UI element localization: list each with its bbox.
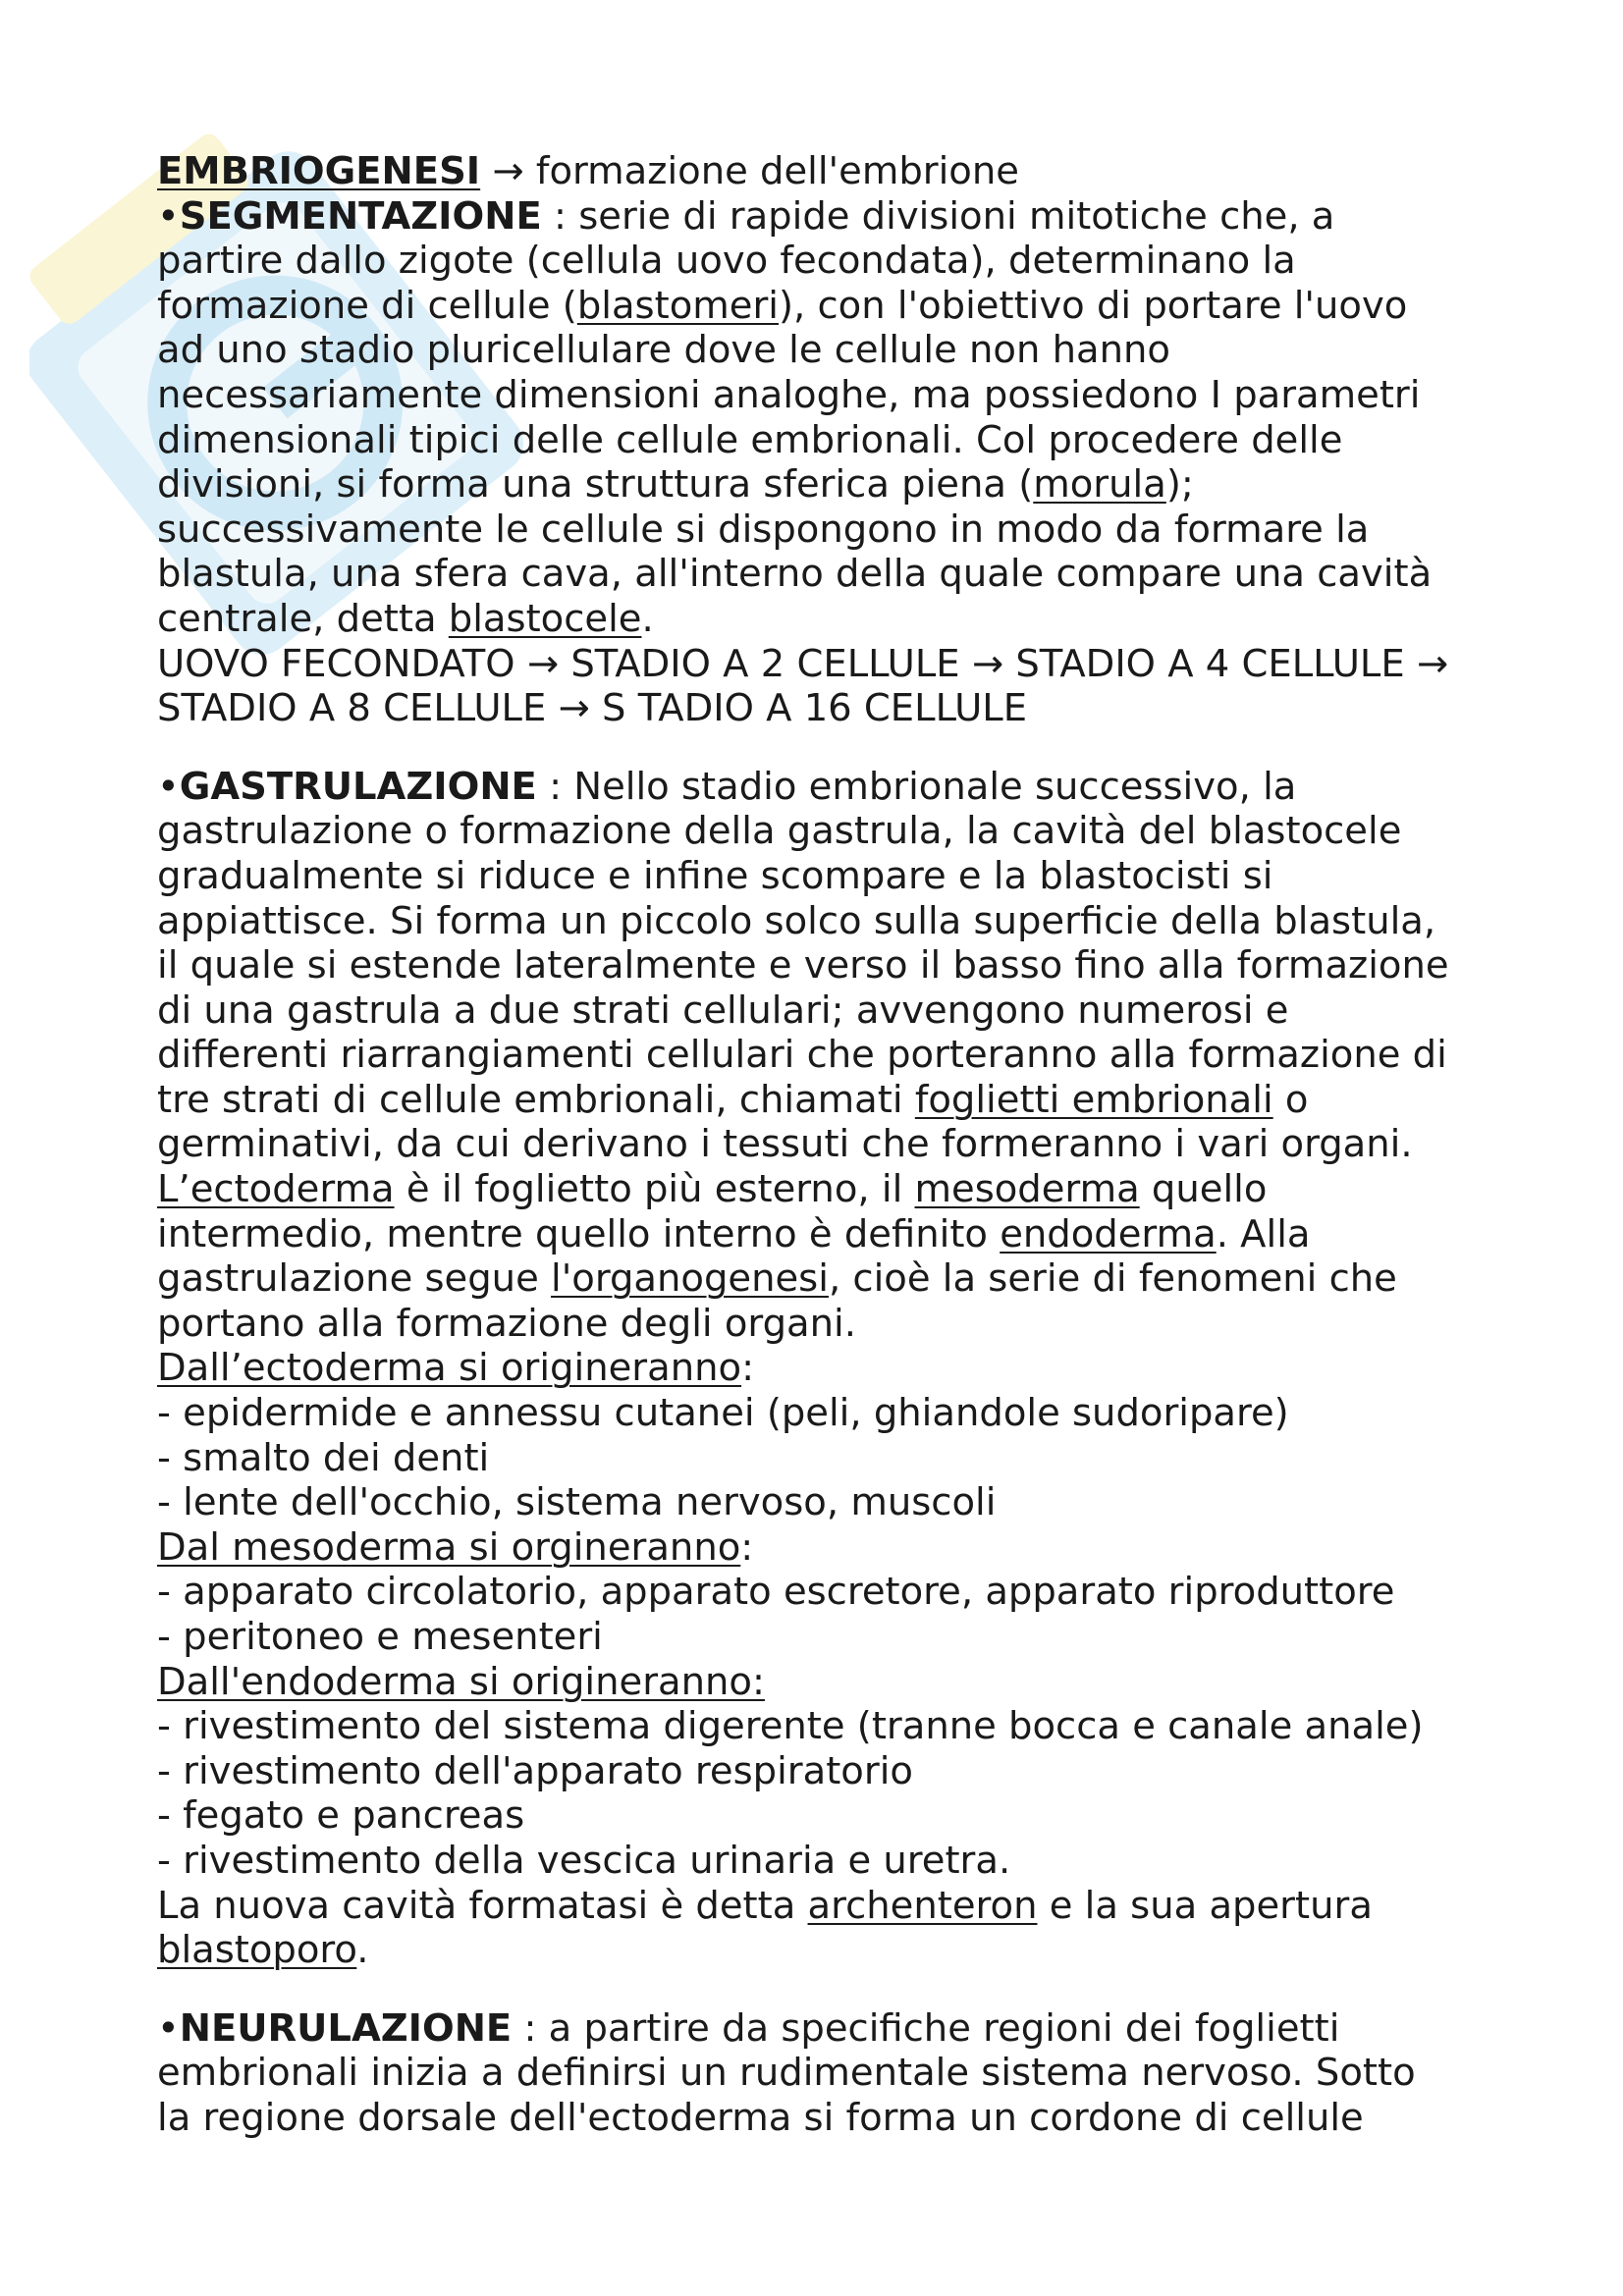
heading-title: EMBRIOGENESI [157,149,481,193]
term-blastocele: blastocele [448,596,642,641]
list-item: - fegato e pancreas [157,1793,525,1839]
section-title-segmentazione: SEGMENTAZIONE [179,193,542,239]
term-mesoderma: mesoderma [914,1167,1140,1212]
term-ectoderma: L’ectoderma [157,1167,395,1212]
section-neurulazione: •NEURULAZIONE : a partire da specifiche regioni dei foglietti embrionali inizia a definirsi un rudimentale sistema nervoso. Sotto la regione dorsale dell'ectoderma si forma un cordone di cellule [157,2005,1416,2140]
list-item: - rivestimento della vescica urinaria e uretra. [157,1838,1011,1883]
term-archenteron: archenteron [807,1883,1038,1928]
section-title-gastrulazione: GASTRULAZIONE [179,764,537,809]
stages-line: STADIO A 8 CELLULE → S TADIO A 16 CELLULE [157,686,1028,731]
list-item: - smalto dei denti [157,1435,490,1480]
list-item: - apparato circolatorio, apparato escretore, apparato riproduttore [157,1570,1395,1615]
term-blastoporo: blastoporo [157,1928,357,1973]
term-organogenesi: l'organogenesi [551,1256,829,1302]
list-item: - rivestimento dell'apparato respiratorio [157,1748,913,1793]
document-heading [157,149,1492,194]
list-heading-ectoderma: Dall’ectoderma si origineranno: [157,1346,755,1391]
term-endoderma: endoderma [1000,1211,1217,1256]
list-heading-mesoderma: Dal mesoderma si orgineranno: [157,1524,754,1570]
bullet: • [157,193,180,239]
bullet: • [157,764,180,809]
term-blastomeri: blastomeri [576,283,779,328]
document-body [157,149,1492,2141]
section-gastrulazione: •GASTRULAZIONE : Nello stadio embrionale successivo, la gastrulazione o formazione della gastrula, la cavità del blastocele gradualmente si riduce e infine scompare e la blastocisti si appiattisce. Si forma un piccolo solco sulla superficie della blastula, il quale si estende lateralmente e verso il basso fino alla formazione di una gastrula a due strati cellulari; avvengono numerosi e differenti riarrangiamenti cellulari che porteranno alla formazione di tre strati di cellule embrionali, chiamati foglietti embrionali o germinativi, da cui derivano i tessuti che formeranno i vari organi. L’ectoderma è il foglietto più esterno, il mesoderma quello intermedio, mentre quello interno è definito endoderma. Alla gastrulazione segue l'organogenesi, cioè la serie di fenomeni che portano alla formazione degli organi. Dall’ectoderma si origineranno: - epidermide e annessu cutanei (peli, ghiandole sudoripare) - smalto dei denti - lente dell'occhio, sistema nervoso, muscoli Dal mesoderma si orgineranno: - apparato circolatorio, apparato escretore, apparato riproduttore - peritoneo e mesenteri Dall'endoderma si origineranno: - rivestimento del sistema digerente (tranne bocca e canale anale) - rivestimento dell'apparato respiratorio - fegato e pancreas - rivestimento della vescica urinaria e uretra. La nuova cavità formatasi è detta archenteron e la sua apertura blastoporo. [157,765,1492,1973]
heading-subtitle: formazione dell'embrione [535,149,1019,193]
list-item: - rivestimento del sistema digerente (tranne bocca e canale anale) [157,1704,1424,1749]
bullet: • [157,2005,180,2051]
list-item: - lente dell'occhio, sistema nervoso, muscoli [157,1480,997,1525]
list-heading-endoderma: Dall'endoderma si origineranno: [157,1659,765,1704]
list-item: - epidermide e annessu cutanei (peli, ghiandole sudoripare) [157,1391,1289,1436]
section-segmentazione: •SEGMENTAZIONE : serie di rapide divisioni mitotiche che, a partire dallo zigote (cellula uovo fecondata), determinano la formazione di cellule (blastomeri), con l'obiettivo di portare l'uovo ad uno stadio pluricellulare dove le cellule non hanno necessariamente dimensioni analoghe, ma possiedono I parametri dimensionali tipici delle cellule embrionali. Col procedere delle divisioni, si forma una struttura sferica piena (morula); successivamente le cellule si dispongono in modo da formare la blastula, una sfera cava, all'interno della quale compare una cavità centrale, detta blastocele. UOVO FECONDATO → STADIO A 2 CELLULE → STADIO A 4 CELLULE → STADIO A 8 CELLULE → S TADIO A 16 CELLULE [157,194,1492,731]
term-morula: morula [1033,462,1166,507]
list-item: - peritoneo e mesenteri [157,1615,603,1659]
stages-line: UOVO FECONDATO → STADIO A 2 CELLULE → STADIO A 4 CELLULE → [157,641,1449,686]
term-foglietti-embrionali: foglietti embrionali [914,1077,1273,1122]
section-title-neurulazione: NEURULAZIONE [179,2005,513,2051]
arrow-separator: → [480,149,536,193]
